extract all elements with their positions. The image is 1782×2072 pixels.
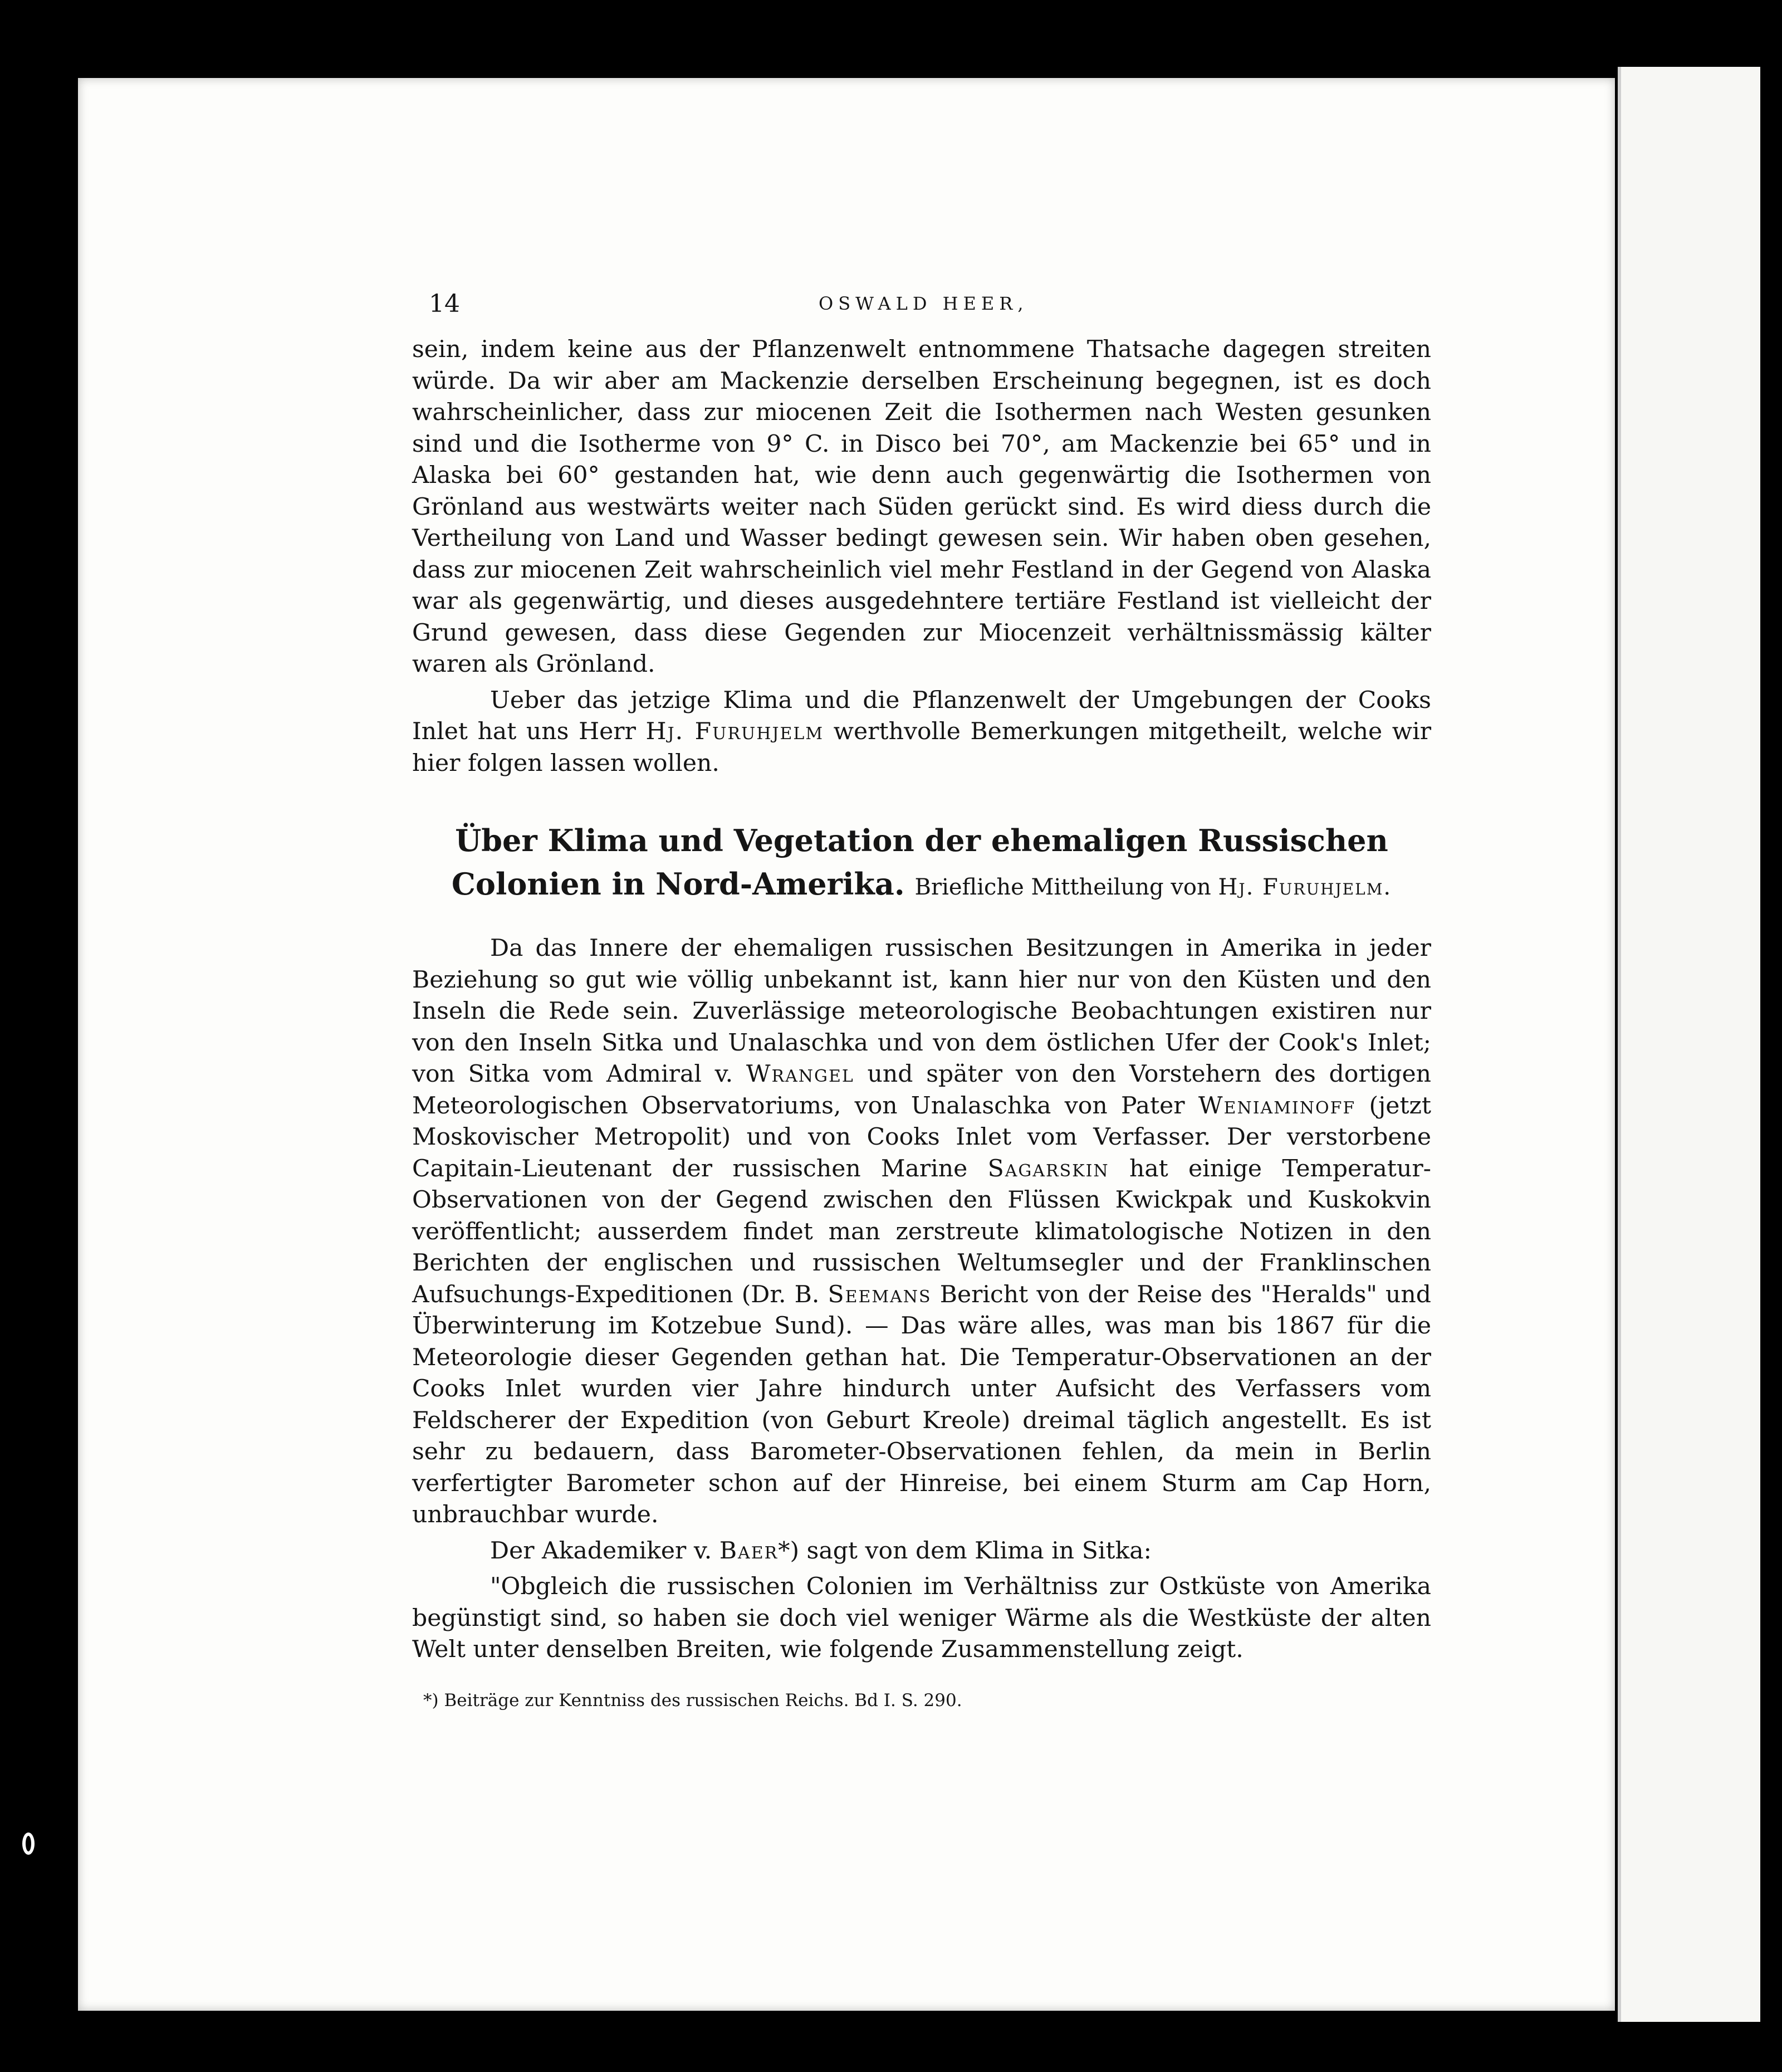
section-title: Über Klima und Vegetation der ehemaligen Russischen Colonien in Nord-Amerika.: [451, 823, 1388, 902]
paragraph-4-text-a: Der Akademiker v.: [490, 1537, 719, 1565]
paragraph-5: "Obgleich die russischen Colonien im Verhältniss zur Ostküste von Amerika begünstigt sind, so haben sie doch viel weniger Wärme als die Westküste der alten Welt unter denselben Breiten, wie folgende Zusammenstellung zeigt.: [412, 1573, 1431, 1663]
section-subtitle-name: Hj. Furuhjelm.: [1218, 874, 1392, 900]
name-seemans: Seemans: [828, 1281, 932, 1308]
paragraph-3: [412, 933, 1431, 1531]
page-number: 14: [429, 290, 460, 318]
name-sagarskin: Sagarskin: [987, 1155, 1109, 1182]
name-baer: Baer: [719, 1537, 779, 1565]
paragraph-3-text-e: Bericht von der Reise des "Heralds" und Überwinterung im Kotzebue Sund). — Das wäre alles, was man bis 1867 für die Meteorologie dieser Gegenden gethan hat. Die Temperatur-Observationen an der Cooks Inlet wurden vier Jahre hindurch unter Aufsicht des Verfassers vom Feldscherer der Expedition (von Geburt Kreole) dreimal täglich angestellt. Es ist sehr zu bedauern, dass Barometer-Observationen fehlen, da mein in Berlin verfertigter Barometer schon auf der Hinreise, bei einem Sturm am Cap Horn, unbrauchbar wurde.: [412, 1281, 1431, 1528]
author-name: Hj. Furuhjelm: [645, 718, 824, 745]
running-title: OSWALD HEER,: [819, 293, 1029, 314]
facing-page-edge: [1618, 67, 1760, 2022]
running-head: [412, 290, 1431, 329]
section-subtitle-text: Briefliche Mittheilung von: [914, 874, 1218, 900]
paragraph-2: [412, 685, 1431, 780]
page-content: [412, 290, 1431, 1712]
paragraph-4-text-b: *) sagt von dem Klima in Sitka:: [778, 1537, 1152, 1565]
edge-mark: [22, 1832, 35, 1855]
paragraph-3-text-b: und später von den Vorstehern des dortigen Meteorologischen Observatoriums, von Unalaschka von Pater: [412, 1061, 1431, 1120]
paragraph-3-text-d: hat einige Temperatur-Observationen von der Gegend zwischen den Flüssen Kwickpak und Kuskokvin veröffentlicht; ausserdem findet man zerstreute klimatologische Notizen in den Berichten der englischen und russischen Weltumsegler und der Franklinschen Aufsuchungs-Expeditionen (Dr. B.: [412, 1155, 1431, 1308]
name-wrangel: Wrangel: [746, 1061, 854, 1088]
paragraph-2-text-a: Ueber das jetzige Klima und die Pflanzenwelt der Umgebungen der Cooks Inlet hat uns Herr: [412, 686, 1431, 745]
paragraph-1: sein, indem keine aus der Pflanzenwelt entnommene Thatsache dagegen streiten würde. Da wir aber am Mackenzie derselben Erscheinung begegnen, ist es doch wahrscheinlicher, dass zur miocenen Zeit die Isothermen nach Westen gesunken sind und die Isotherme von 9° C. in Disco bei 70°, am Mackenzie bei 65° und in Alaska bei 60° gestanden hat, wie denn auch gegenwärtig die Isothermen von Grönland aus westwärts weiter nach Süden gerückt sind. Es wird diess durch die Vertheilung von Land und Wasser bedingt gewesen sein. Wir haben oben gesehen, dass zur miocenen Zeit wahrscheinlich viel mehr Festland in der Gegend von Alaska war als gegenwärtig, und dieses ausgedehntere tertiäre Festland ist vielleicht der Grund gewesen, dass diese Gegenden zur Miocenzeit verhältnissmässig kälter waren als Grönland.: [412, 336, 1431, 678]
footnote: *) Beiträge zur Kenntniss des russischen Reichs. Bd I. S. 290.: [423, 1690, 962, 1711]
name-weniaminoff: Weniaminoff: [1198, 1092, 1356, 1120]
section-heading: [412, 823, 1431, 910]
paragraph-4: [412, 1536, 1431, 1567]
paragraph-3-text-c: (jetzt Moskovischer Metropolit) und von Cooks Inlet vom Verfasser. Der verstorbene Capitain-Lieutenant der russischen Marine: [412, 1092, 1432, 1182]
paragraph-2-text-b: werthvolle Bemerkungen mitgetheilt, welche wir hier folgen lassen wollen.: [412, 718, 1432, 777]
paragraph-3-text-a: Da das Innere der ehemaligen russischen Besitzungen in Amerika in jeder Beziehung so gut wie völlig unbekannt ist, kann hier nur von den Küsten und den Inseln die Rede sein. Zuverlässige meteorologische Beobachtungen existiren nur von den Inseln Sitka und Unalaschka und von dem östlichen Ufer der Cook's Inlet; von Sitka vom Admiral v.: [412, 935, 1431, 1088]
section-subtitle: [908, 874, 1392, 900]
